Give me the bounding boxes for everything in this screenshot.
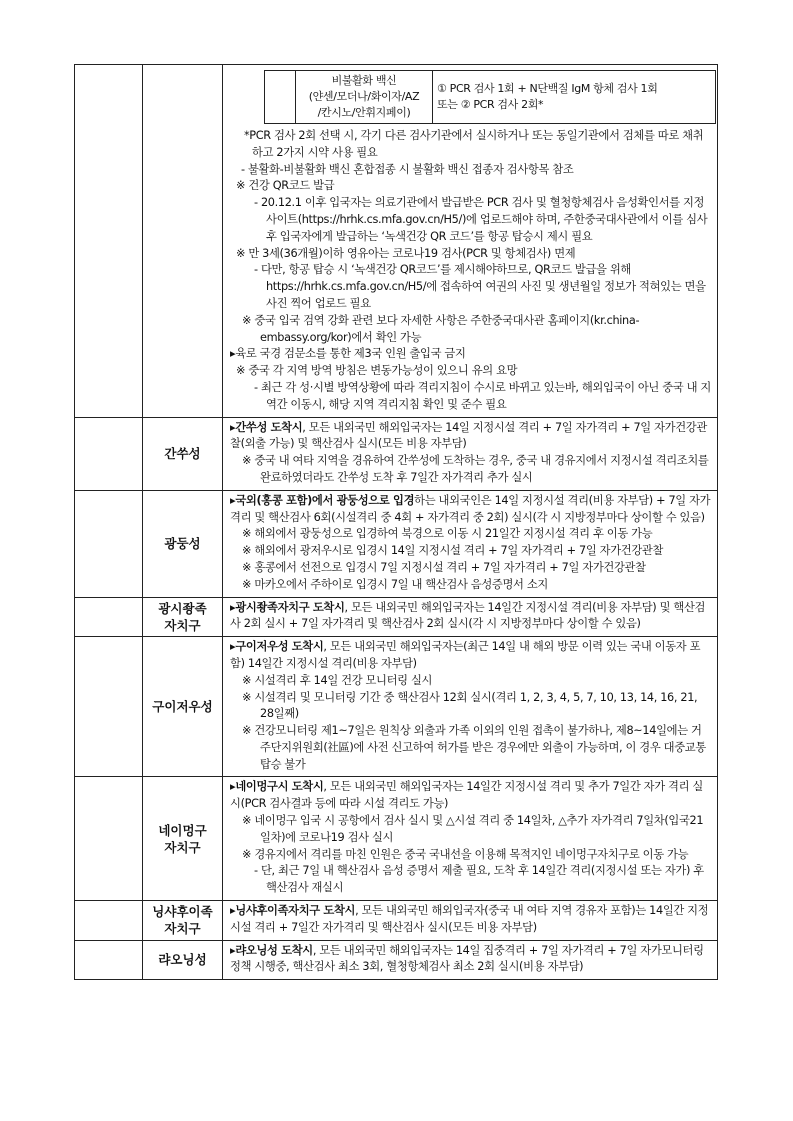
region-label bbox=[143, 490, 223, 597]
region-lead: ▸닝샤후이족자치구 도착시, 모든 내외국민 해외입국자(중국 내 여타 지역 경유자 포함)는 14일간 지정시설 격리 + 7일간 자가격리 및 핵산검사 실시(모든 비용 자부담) bbox=[230, 904, 709, 934]
region-label-line: 자치구 bbox=[164, 921, 201, 937]
vaccine-test-cell bbox=[433, 71, 716, 124]
region-lead-rest: , 모든 내외국민 해외입국자는 14일 지정시설 격리 + 7일 자가격리 + 7일 자가건강관찰(외출 가능) 및 핵산검사 실시(모든 비용 자부담) bbox=[230, 420, 707, 451]
region-item: ※ 경유지에서 격리를 마친 인원은 중국 국내선을 이용해 목적지인 네이멍구자치구로 이동 가능 bbox=[242, 847, 689, 861]
vaccine-blank-cell bbox=[265, 71, 296, 124]
vaccine-name-line: /칸시노/안휘지페이) bbox=[317, 106, 411, 119]
region-item: ※ 네이멍구 입국 시 공항에서 검사 실시 및 △시설 격리 중 14일차, △추가 자가격리 7일차(입국21일차)에 코로나19 검사 실시 bbox=[242, 814, 704, 844]
country-cell bbox=[75, 901, 143, 941]
region-item: ※ 마카오에서 주하이로 입경시 7일 내 핵산검사 음성증명서 소지 bbox=[242, 577, 548, 591]
region-lead: ▸네이멍구시 도착시, 모든 내외국민 해외입국자는 14일간 지정시설 격리 및 추가 7일간 자가 격리 실시(PCR 검사결과 등에 따라 시설 격리도 가능) bbox=[230, 780, 703, 811]
country-cell bbox=[75, 637, 143, 777]
land-border-ban: ▸육로 국경 검문소를 통한 제3국 인원 출입국 금지 bbox=[230, 347, 466, 361]
region-content bbox=[223, 940, 718, 980]
region-lead-rest: , 모든 내외국민 해외입국자(중국 내 여타 지역 경유자 포함)는 14일간 지정시설 격리 + 7일간 자가격리 및 핵산검사 실시(모든 비용 자부담) bbox=[230, 904, 709, 934]
pcr-note: *PCR 검사 2회 선택 시, 각기 다른 검사기관에서 실시하거나 또는 동일기관에서 검체를 따로 채취하고 2가지 시약 사용 필요 bbox=[244, 129, 704, 159]
region-lead-rest: 하는 내외국인은 14일 지정시설 격리(비용 자부담) + 7일 자가격리 및 핵산검사 6회(시설격리 중 4회 + 자가격리 중 2회) 실시(각 시 지방정부마다 상이할 수 있음) bbox=[230, 493, 711, 524]
region-label-line: 자치구 bbox=[164, 839, 201, 855]
regional-policy-detail: - 최근 각 성·시별 방역상황에 따라 격리지침이 수시로 바뀌고 있는바, 해외입국이 아닌 중국 내 지역간 이동시, 해당 지역 격리지침 확인 및 준수 필요 bbox=[254, 380, 711, 411]
region-lead: ▸구이저우성 도착시, 모든 내외국민 해외입국자는(최근 14일 내 해외 방문 이력 있는 국내 이동자 포함) 14일간 지정시설 격리(비용 자부담) bbox=[230, 640, 701, 670]
region-content bbox=[223, 637, 718, 777]
region-content bbox=[223, 417, 718, 490]
infant-qr-detail: - 다만, 항공 탑승 시 ‘녹색건강 QR코드’를 제시해야하므로, QR코드 발급을 위해 https://hrhk.cs.mfa.gov.cn/H5/에 접속하여 여권의 사진 및 생년월일 정보가 적혀있는 면을 사진 찍어 업로드 필요 bbox=[254, 263, 706, 310]
region-item: ※ 건강모니터링 제1~7일은 원칙상 외출과 가족 이외의 인원 접촉이 불가하나, 제8~14일에는 거주단지위원회(社區)에 사전 신고하여 허가를 받은 경우에만 외출이 가능하며, 이 경우 대중교통 탑승 불가 bbox=[242, 724, 706, 771]
region-label-line: 구이저우성 bbox=[152, 699, 213, 715]
country-cell bbox=[75, 417, 143, 490]
region-label-line: 네이멍구 bbox=[158, 822, 207, 838]
qr-heading: ※ 건강 QR코드 발급 bbox=[236, 179, 335, 193]
china-general-row bbox=[75, 65, 718, 418]
region-item: ※ 중국 내 여타 지역을 경유하여 간쑤성에 도착하는 경우, 중국 내 경유지에서 지정시설 격리조치를 완료하였더라도 간쑤성 도착 후 7일간 자가격리 추가 실시 bbox=[242, 454, 709, 484]
region-label bbox=[143, 940, 223, 980]
region-row-guizhou bbox=[75, 637, 718, 777]
region-label bbox=[143, 417, 223, 490]
region-content bbox=[223, 597, 718, 637]
region-item: ※ 시설격리 및 모니터링 기간 중 핵산검사 12회 실시(격리 1, 2, 3, 4, 5, 7, 10, 13, 14, 16, 21, 28일째) bbox=[242, 690, 698, 721]
vaccine-name-line: (얀센/모더나/화이자/AZ bbox=[308, 90, 420, 103]
region-label bbox=[143, 901, 223, 941]
embassy-note: ※ 중국 입국 검역 강화 관련 보다 자세한 사항은 주한중국대사관 홈페이지(kr.china-embassy.org/kor)에서 확인 가능 bbox=[242, 313, 640, 344]
region-row-guangdong bbox=[75, 490, 718, 597]
region-lead-rest: , 모든 내외국민 해외입국자는 14일 집중격리 + 7일 자가격리 + 7일 자가모니터링 정책 시행중, 핵산검사 최소 3회, 혈청항체검사 최소 2회 실시(비용 자부담) bbox=[230, 943, 704, 974]
region-lead-bold: 국외(홍콩 포함)에서 광둥성으로 입경 bbox=[235, 493, 415, 507]
region-lead: ▸국외(홍콩 포함)에서 광둥성으로 입경하는 내외국인은 14일 지정시설 격리(비용 자부담) + 7일 자가격리 및 핵산검사 6회(시설격리 중 4회 + 자가격리 중 2회) 실시(각 시 지방정부마다 상이할 수 있음) bbox=[230, 493, 711, 524]
china-general-content bbox=[223, 65, 718, 418]
country-cell bbox=[75, 940, 143, 980]
region-lead: ▸간쑤성 도착시, 모든 내외국민 해외입국자는 14일 지정시설 격리 + 7일 자가격리 + 7일 자가건강관찰(외출 가능) 및 핵산검사 실시(모든 비용 자부담) bbox=[230, 420, 707, 451]
vaccine-name-cell bbox=[296, 71, 433, 124]
region-content bbox=[223, 901, 718, 941]
region-label-blank bbox=[143, 65, 223, 418]
vaccine-test-line: 또는 ② PCR 검사 2회* bbox=[437, 98, 544, 111]
region-lead-bold: 닝샤후이족자치구 도착시 bbox=[235, 904, 356, 918]
region-row-ningxia bbox=[75, 901, 718, 941]
region-row-inner-mongolia bbox=[75, 777, 718, 901]
region-label-line: 광둥성 bbox=[164, 536, 201, 552]
vaccine-row bbox=[265, 71, 716, 124]
vaccine-table bbox=[264, 70, 716, 124]
region-lead-bold: 간쑤성 도착시 bbox=[235, 420, 303, 434]
region-item: ※ 홍콩에서 선전으로 입경시 7일 지정시설 격리 + 7일 자가격리 + 7일 자가건강관찰 bbox=[242, 560, 646, 574]
infant-exemption: ※ 만 3세(36개월)이하 영유아는 코로나19 검사(PCR 및 항체검사) 면제 bbox=[236, 246, 576, 260]
country-cell bbox=[75, 490, 143, 597]
region-label bbox=[143, 597, 223, 637]
region-item: - 단, 최근 7일 내 핵산검사 음성 증명서 제출 필요, 도착 후 14일간 격리(지정시설 또는 자가) 후 핵산검사 재실시 bbox=[254, 864, 704, 895]
country-cell bbox=[75, 597, 143, 637]
region-content bbox=[223, 777, 718, 901]
region-row-gansu bbox=[75, 417, 718, 490]
region-label-line: 간쑤성 bbox=[164, 446, 201, 462]
region-label-line: 랴오닝성 bbox=[158, 952, 207, 968]
region-lead-rest: , 모든 내외국민 해외입국자는 14일간 지정시설 격리 및 추가 7일간 자가 격리 실시(PCR 검사결과 등에 따라 시설 격리도 가능) bbox=[230, 780, 703, 811]
region-label bbox=[143, 637, 223, 777]
region-lead: ▸랴오닝성 도착시, 모든 내외국민 해외입국자는 14일 집중격리 + 7일 자가격리 + 7일 자가모니터링 정책 시행중, 핵산검사 최소 3회, 혈청항체검사 최소 2회 실시(비용 자부담) bbox=[230, 943, 704, 974]
region-lead: ▸광시좡족자치구 도착시, 모든 내외국민 해외입국자는 14일간 지정시설 격리(비용 자부담) 및 핵산검사 2회 실시 + 7일 자가격리 및 핵산검사 2회 실시(각 시 지방정부마다 상이할 수 있음) bbox=[230, 600, 706, 631]
region-label-line: 자치구 bbox=[164, 617, 201, 633]
region-label bbox=[143, 777, 223, 901]
main-document-table bbox=[74, 64, 718, 980]
mix-vaccine-note: - 불활화-비불활화 백신 혼합접종 시 불활화 백신 접종자 검사항목 참조 bbox=[241, 162, 574, 176]
vaccine-test-line: ① PCR 검사 1회 + N단백질 IgM 항체 검사 1회 bbox=[437, 82, 658, 95]
region-label-line: 닝샤후이족 bbox=[152, 904, 213, 920]
qr-detail: - 20.12.1 이후 입국자는 의료기관에서 발급받은 PCR 검사 및 혈청항체검사 음성확인서를 지정사이트(https://hrhk.cs.mfa.gov.cn/H5/)에 업로드해야 하며, 주한중국대사관에서 이를 심사 후 입국자에게 발급하는 ‘녹색건강 QR 코드’를 항공 탑승시 제시 필요 bbox=[254, 196, 708, 243]
region-lead-bold: 광시좡족자치구 도착시 bbox=[235, 600, 345, 614]
region-row-guangxi bbox=[75, 597, 718, 637]
region-lead-rest: , 모든 내외국민 해외입국자는(최근 14일 내 해외 방문 이력 있는 국내 이동자 포함) 14일간 지정시설 격리(비용 자부담) bbox=[230, 640, 701, 670]
region-lead-bold: 네이멍구시 도착시 bbox=[235, 780, 324, 794]
vaccine-name-line: 비불활화 백신 bbox=[331, 74, 397, 87]
region-lead-rest: , 모든 내외국민 해외입국자는 14일간 지정시설 격리(비용 자부담) 및 핵산검사 2회 실시 + 7일 자가격리 및 핵산검사 2회 실시(각 시 지방정부마다 상이할 수 있음) bbox=[230, 600, 706, 631]
country-cell bbox=[75, 65, 143, 418]
regional-policy-note: ※ 중국 각 지역 방역 방침은 변동가능성이 있으니 유의 요망 bbox=[236, 364, 518, 378]
region-item: ※ 해외에서 광둥성으로 입경하여 북경으로 이동 시 21일간 지정시설 격리 후 이동 가능 bbox=[242, 527, 653, 541]
region-content bbox=[223, 490, 718, 597]
region-item: ※ 시설격리 후 14일 건강 모니터링 실시 bbox=[242, 673, 433, 687]
region-lead-bold: 구이저우성 도착시 bbox=[235, 640, 324, 654]
region-lead-bold: 랴오닝성 도착시 bbox=[235, 943, 313, 957]
region-item: ※ 해외에서 광저우시로 입경시 14일 지정시설 격리 + 7일 자가격리 + 7일 자가건강관찰 bbox=[242, 544, 664, 558]
region-row-liaoning bbox=[75, 940, 718, 980]
country-cell bbox=[75, 777, 143, 901]
region-label-line: 광시좡족 bbox=[158, 600, 207, 616]
